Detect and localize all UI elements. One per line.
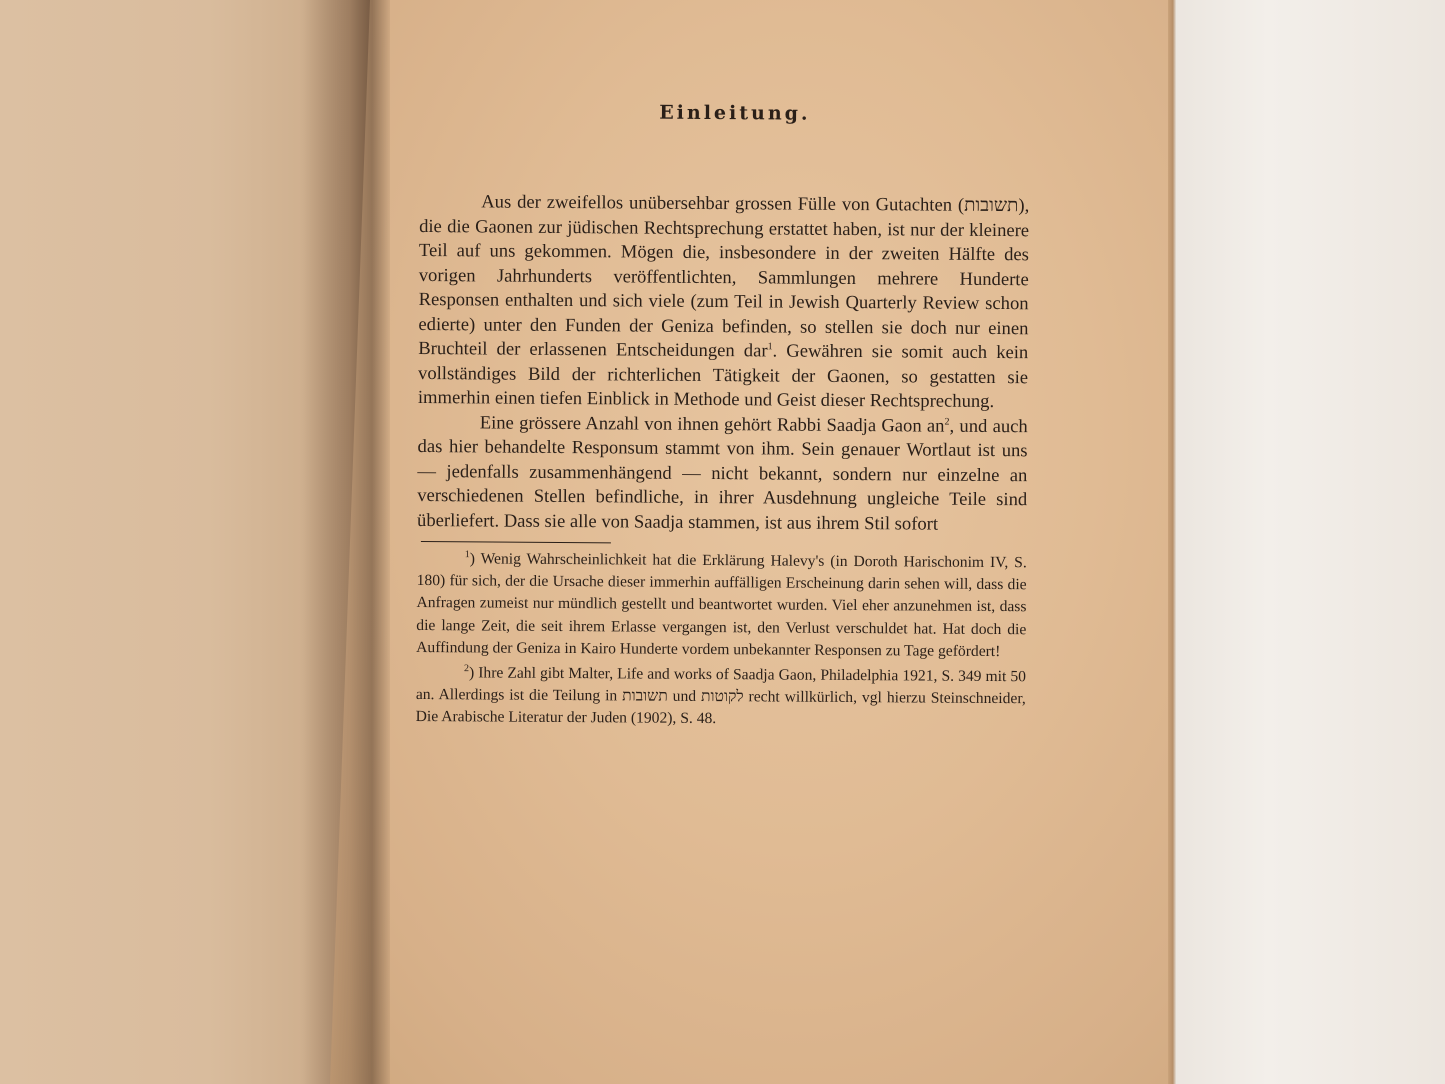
book-gutter [300, 0, 390, 1084]
paragraph-2-text-a: Eine grössere Anzahl von ihnen gehört Rabbi Saadja Gaon an [479, 411, 945, 437]
body-text [417, 190, 1029, 537]
footnote-1-text: ) Wenig Wahrscheinlichkeit hat die Erklärung Halevy's (in Doroth Harischonim IV, S. 180) für sich, der die Ursache dieser immerhin auffälligen Erscheinung darin sehen will, dass die Anfragen zumeist nur mündlich gestellt und beantwortet wurden. Viel eher anzunehmen ist, dass die lange Zeit, die seit ihrem Erlasse vergangen ist, den Verlust verschuldet hat. Hat doch die Auffindung der Geniza in Kairo Hunderte vordem unbekannter Responsen zu Tage gefördert! [416, 550, 1027, 660]
footnote-ref-2: 2 [944, 415, 950, 428]
footnote-separator [421, 541, 611, 543]
paragraph-1-text-b: . Gewähren sie somit auch kein vollständiges Bild der richterlichen Tätigkeit der Gaonen, so gestatten sie immerhin einen tiefen Einblick in Methode und Geist dieser Rechtsprechung. [417, 340, 1029, 413]
table-surface [1150, 0, 1445, 1084]
page-content [416, 100, 1030, 733]
footnote-2 [416, 662, 1026, 733]
footnote-1 [416, 548, 1027, 663]
footnote-ref-1: 1 [767, 341, 773, 353]
chapter-heading: Einleitung. [659, 101, 811, 125]
paragraph-1-text-a: Aus der zweifellos unübersehbar grossen Fülle von Gutachten (תשובות), die die Gaonen zur jüdischen Rechtsprechung erstattet haben, ist nur der kleinere Teil auf uns gekommen. Mögen die, insbesondere in der zweiten Hälfte des vorigen Jahrhunderts veröffentlichten, Sammlungen mehrere Hunderte Responsen enthalten und sich viele (zum Teil in Jewish Quarterly Review schon edierte) unter den Funden der Geniza befinden, so stellen sie doch nur einen Bruchteil der erlassenen Entscheidungen dar [418, 191, 1030, 362]
footnote-1-marker: 1 [464, 549, 470, 561]
page-edge [1168, 0, 1176, 1084]
paragraph-1 [418, 190, 1030, 415]
paragraph-2 [417, 410, 1028, 537]
footnotes [416, 548, 1027, 733]
paragraph-2-text-b: , und auch das hier behandelte Responsum stammt von ihm. Sein genauer Wortlaut ist uns — jedenfalls zusammenhängend — nicht bekannt, sondern nur einzelne an verschiedenen Stellen befindliche, in ihrer Ausdehnung ungleiche Teile sind überliefert. Dass sie alle von Saadja stammen, ist aus ihrem Stil sofort [416, 415, 1028, 535]
footnote-2-text: ) Ihre Zahl gibt Malter, Life and works of Saadja Gaon, Philadelphia 1921, S. 349 mit 50 an. Allerdings ist die Teilung in תשובות und לקוטות recht willkürlich, vgl hierzu Steinschneider, Die Arabische Literatur der Juden (1902), S. 48. [415, 664, 1027, 728]
footnote-2-marker: 2 [463, 663, 470, 675]
